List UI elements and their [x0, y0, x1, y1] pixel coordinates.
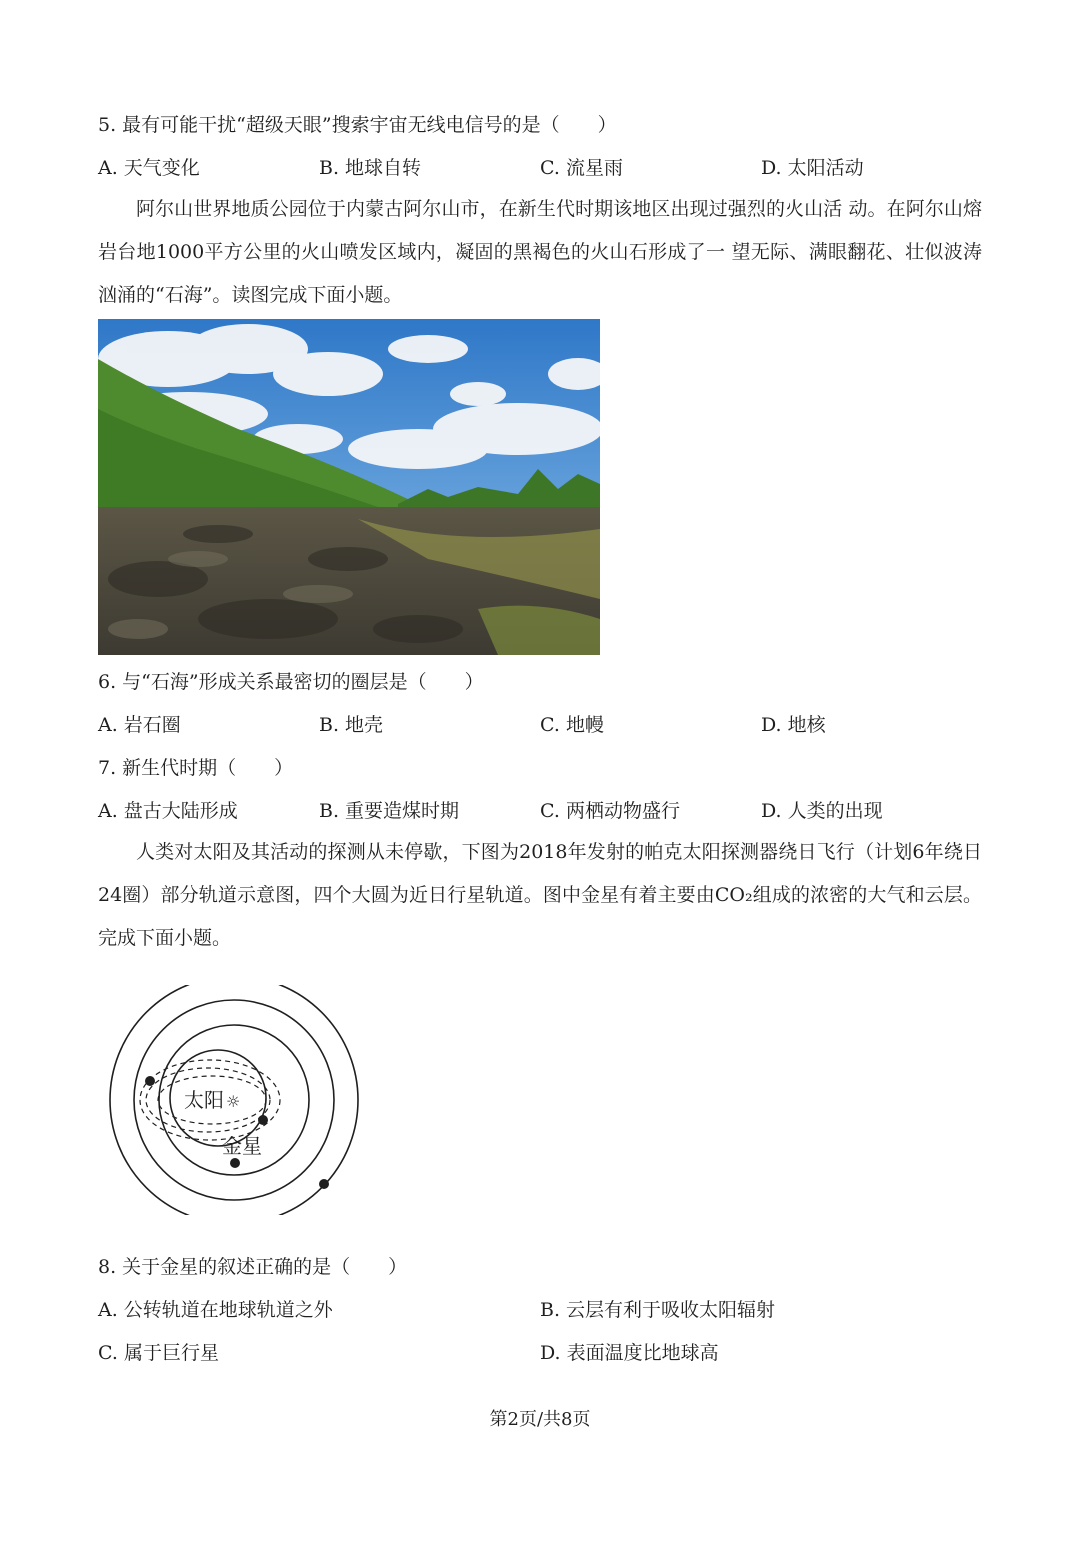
q5-option-d: D. 太阳活动	[761, 157, 864, 179]
q7-option-b: B. 重要造煤时期	[319, 800, 460, 822]
venus-dot	[230, 1158, 240, 1168]
page-number-footer: 第2页/共8页	[489, 1409, 591, 1430]
question-5-stem: 5. 最有可能干扰“超级天眼”搜索宇宙无线电信号的是（ ）	[98, 114, 617, 136]
question-7-stem: 7. 新生代时期（ ）	[98, 757, 294, 779]
q5-option-c: C. 流星雨	[540, 157, 623, 179]
q7-option-c: C. 两栖动物盛行	[540, 800, 680, 822]
q5-option-b: B. 地球自转	[319, 157, 422, 179]
planet-dot	[319, 1179, 329, 1189]
venus-label: 金星	[222, 1134, 262, 1158]
sun-label: 太阳	[184, 1088, 224, 1112]
q6-option-c: C. 地幔	[540, 714, 604, 736]
question-8-stem: 8. 关于金星的叙述正确的是（ ）	[98, 1256, 408, 1278]
orbit-diagram	[98, 985, 370, 1215]
stone-sea-photo	[98, 319, 600, 655]
q8-option-a: A. 公转轨道在地球轨道之外	[98, 1299, 333, 1321]
q8-option-b: B. 云层有利于吸收太阳辐射	[540, 1299, 776, 1321]
planet-dot	[258, 1115, 268, 1125]
q6-option-b: B. 地壳	[319, 714, 384, 736]
q8-option-c: C. 属于巨行星	[98, 1342, 219, 1364]
q8-option-d: D. 表面温度比地球高	[540, 1342, 719, 1364]
q5-option-a: A. 天气变化	[98, 157, 200, 179]
question-6-stem: 6. 与“石海”形成关系最密切的圈层是（ ）	[98, 671, 484, 693]
q7-option-a: A. 盘古大陆形成	[98, 800, 238, 822]
q6-option-d: D. 地核	[761, 714, 826, 736]
planet-dot	[145, 1076, 155, 1086]
passage-arxan: 阿尔山世界地质公园位于内蒙古阿尔山市，在新生代时期该地区出现过强烈的火山活 动。在阿尔山熔岩台地1000平方公里的火山喷发区域内，凝固的黑褐色的火山石形成了一 望无际、满眼翻花、壮似波涛汹涌的“石海”。读图完成下面小题。	[98, 198, 982, 306]
sun-icon: ☼	[226, 1092, 241, 1111]
q7-option-d: D. 人类的出现	[761, 800, 883, 822]
q6-option-a: A. 岩石圈	[98, 714, 181, 736]
passage-parker-probe: 人类对太阳及其活动的探测从未停歇，下图为2018年发射的帕克太阳探测器绕日飞行（计划6年绕日24圈）部分轨道示意图，四个大圆为近日行星轨道。图中金星有着主要由CO₂组成的浓密的大气和云层。完成下面小题。	[98, 841, 982, 949]
